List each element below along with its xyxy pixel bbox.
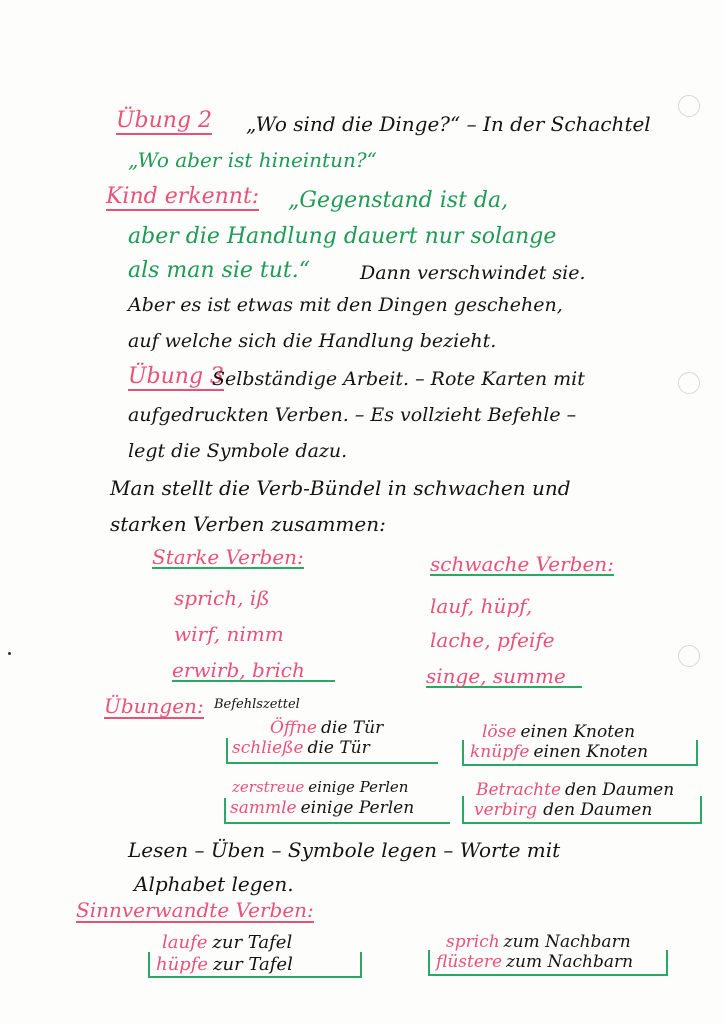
card-bracket-4 <box>462 796 702 824</box>
uebung3-line5: starken Verben zusammen: <box>110 512 386 536</box>
kinderkennt-line5: auf welche sich die Handlung bezieht. <box>128 330 497 352</box>
strong-verbs-heading: Starke Verben: <box>152 545 304 569</box>
kinderkennt-line3b: Dann verschwindet sie. <box>360 262 586 284</box>
uebungen-title: Übungen: <box>104 694 204 718</box>
kinderkennt-line3: als man sie tut.“ <box>128 258 311 283</box>
command-verb: verbirg <box>474 800 538 820</box>
strong-verb-1: sprich, iß <box>174 586 270 610</box>
related-rest: zum Nachbarn <box>506 952 634 972</box>
command-rest: einen Knoten <box>520 722 636 742</box>
uebung2-line1: „Wo sind die Dinge?“ – In der Schachtel <box>246 112 651 136</box>
sinnverwandte-heading: Sinnverwandte Verben: <box>76 898 314 922</box>
weak-verbs-heading: schwache Verben: <box>430 552 614 576</box>
command-card-5 <box>232 780 408 795</box>
uebung2-line2: „Wo aber ist hineintun?“ <box>128 148 377 172</box>
related-verb: flüstere <box>436 952 503 972</box>
related-verb-right-1 <box>446 934 631 951</box>
related-verb-left-1 <box>162 934 292 952</box>
card-bracket-3 <box>224 798 450 824</box>
weak-verb-2: lache, pfeife <box>430 628 555 652</box>
command-verb: löse <box>482 722 517 742</box>
related-rest: zur Tafel <box>213 954 293 975</box>
punch-hole-middle <box>678 372 700 394</box>
kinderkennt-line1: „Gegenstand ist da, <box>288 188 509 213</box>
command-rest: einige Perlen <box>300 798 415 818</box>
command-card-1 <box>270 720 383 737</box>
uebung3-line2: aufgedruckten Verben. – Es vollzieht Befehle – <box>128 404 577 426</box>
command-verb: zerstreue <box>232 778 305 796</box>
uebungen-line1: Lesen – Üben – Symbole legen – Worte mit <box>128 838 561 862</box>
command-verb: knüpfe <box>470 742 530 762</box>
stray-mark <box>8 652 11 655</box>
card-bracket-1 <box>226 738 438 764</box>
related-rest: zur Tafel <box>212 932 293 953</box>
weak-verb-1: lauf, hüpf, <box>430 594 533 618</box>
weak-verb-3: singe, summe <box>426 666 582 688</box>
punch-hole-lower <box>678 645 700 667</box>
uebung3-title: Übung 3 <box>128 364 225 389</box>
card-bracket-2 <box>462 740 698 766</box>
punch-hole-top <box>678 95 700 117</box>
command-verb: sammle <box>230 798 297 818</box>
command-rest: einige Perlen <box>308 778 409 796</box>
strong-verb-3: erwirb, brich <box>172 660 335 682</box>
related-verb: laufe <box>162 932 208 953</box>
kinderkennt-line2: aber die Handlung dauert nur solange <box>128 224 557 249</box>
uebung3-line3: legt die Symbole dazu. <box>128 440 348 462</box>
kinderkennt-line4: Aber es ist etwas mit den Dingen geschehen, <box>128 294 563 316</box>
command-verb: Öffne <box>270 718 317 738</box>
command-rest: den Daumen <box>543 800 653 820</box>
command-card-3 <box>482 724 635 741</box>
command-rest: die Tür <box>307 738 370 758</box>
related-bracket-right <box>428 950 668 976</box>
uebung2-title: Übung 2 <box>116 108 213 133</box>
uebung3-line4: Man stellt die Verb-Bündel in schwachen und <box>110 476 571 500</box>
strong-verb-2: wirf, nimm <box>174 622 284 646</box>
related-bracket-left <box>148 952 362 978</box>
related-verb: hüpfe <box>156 954 209 975</box>
command-verb: schließe <box>232 738 304 758</box>
befehlszettel-label: Befehlszettel <box>214 697 300 712</box>
related-verb: sprich <box>446 932 500 952</box>
command-rest: den Daumen <box>565 780 675 800</box>
uebung3-line1: Selbständige Arbeit. – Rote Karten mit <box>212 368 585 390</box>
command-rest: einen Knoten <box>533 742 649 762</box>
uebungen-line2: Alphabet legen. <box>134 872 294 896</box>
command-verb: Betrachte <box>476 780 562 800</box>
command-rest: die Tür <box>321 718 384 738</box>
related-rest: zum Nachbarn <box>503 932 631 952</box>
kinderkennt-label: Kind erkennt: <box>106 184 260 209</box>
